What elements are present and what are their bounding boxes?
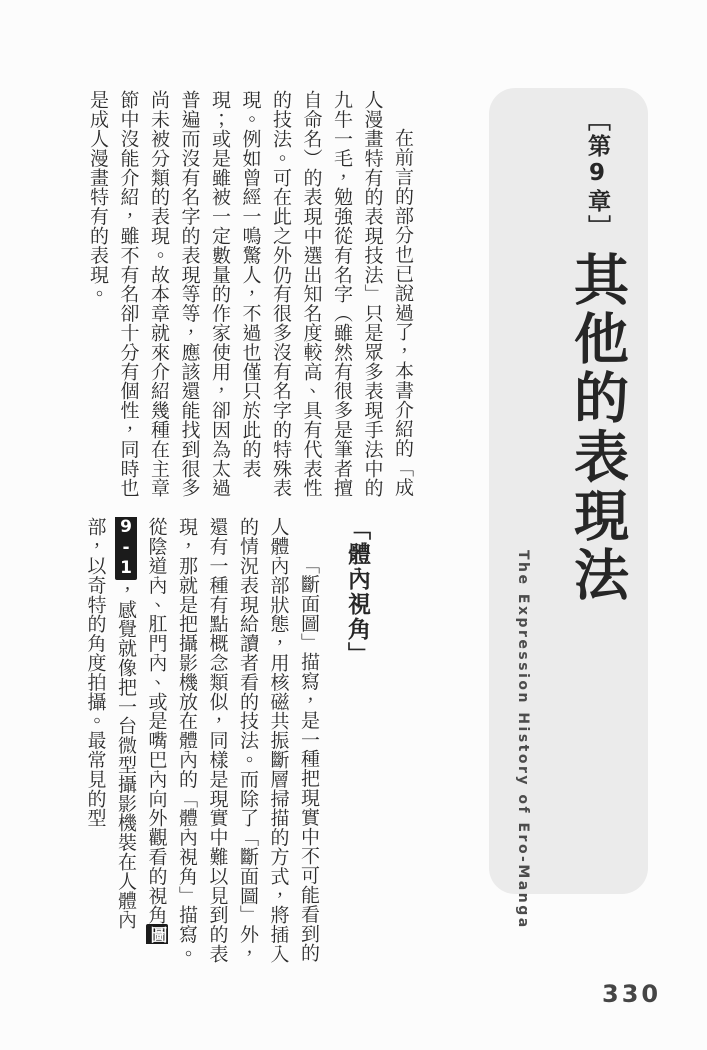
section-heading: 「體內視角」 [344,517,370,667]
chapter-number-digit: 9 [584,160,610,189]
intro-paragraph: 在前言的部分也已說過了，本書介紹的「成人漫畫特有的表現技法」只是眾多表現手法中的九牛一毛，勉強從有名字（雖然有很多是筆者擅自命名）的表現中選出知名度較高、具有代表性的技法。可在此之外仍有很多沒有名字的特殊表現。例如曾經一鳴驚人，不過也僅只於此的表現；或是雖被一定數量的作家使用，卻因為太過普遍而沒有名字的表現等等，應該還能找到很多尚未被分類的表現。故本章就來介紹幾種在主章節中沒能介紹，雖不有名卻十分有個性，同時也是成人漫畫特有的表現。 [87,90,414,498]
chapter-number-open: ［第 [584,108,610,160]
chapter-subtitle-english: The Expression History of Ero-Manga [515,550,531,930]
chapter-title-block [565,108,629,605]
chapter-banner [489,88,648,930]
chapter-number [584,108,610,241]
page-number: 330 [602,980,662,1008]
chapter-number-close: 章］ [584,189,610,241]
section-paragraph-part1: 「斷面圖」描寫，是一種把現實中不可能看到的人體內部狀態，用核磁共振斷層掃描的方式，將插入的情況表現給讀者看的技法。而除了「斷面圖」外，還有一種有點概念類似，同樣是現實中難以見到的表現，那就是把攝影機放在體內的「體內視角」描寫。從陰道內、肛門內、或是嘴巴內向外觀看的視角 [145,517,320,964]
section-paragraph [80,517,324,965]
intro-text-block [83,90,419,514]
section-paragraph-part2: ，感覺就像把一台微型攝影機裝在人體內部，以奇特的角度拍攝。最常見的型 [84,517,137,930]
section-body-camera-view [80,517,374,965]
chapter-title: 其他的表現法 [565,251,629,605]
figure-reference-badge: 圖9-1 [116,517,167,944]
